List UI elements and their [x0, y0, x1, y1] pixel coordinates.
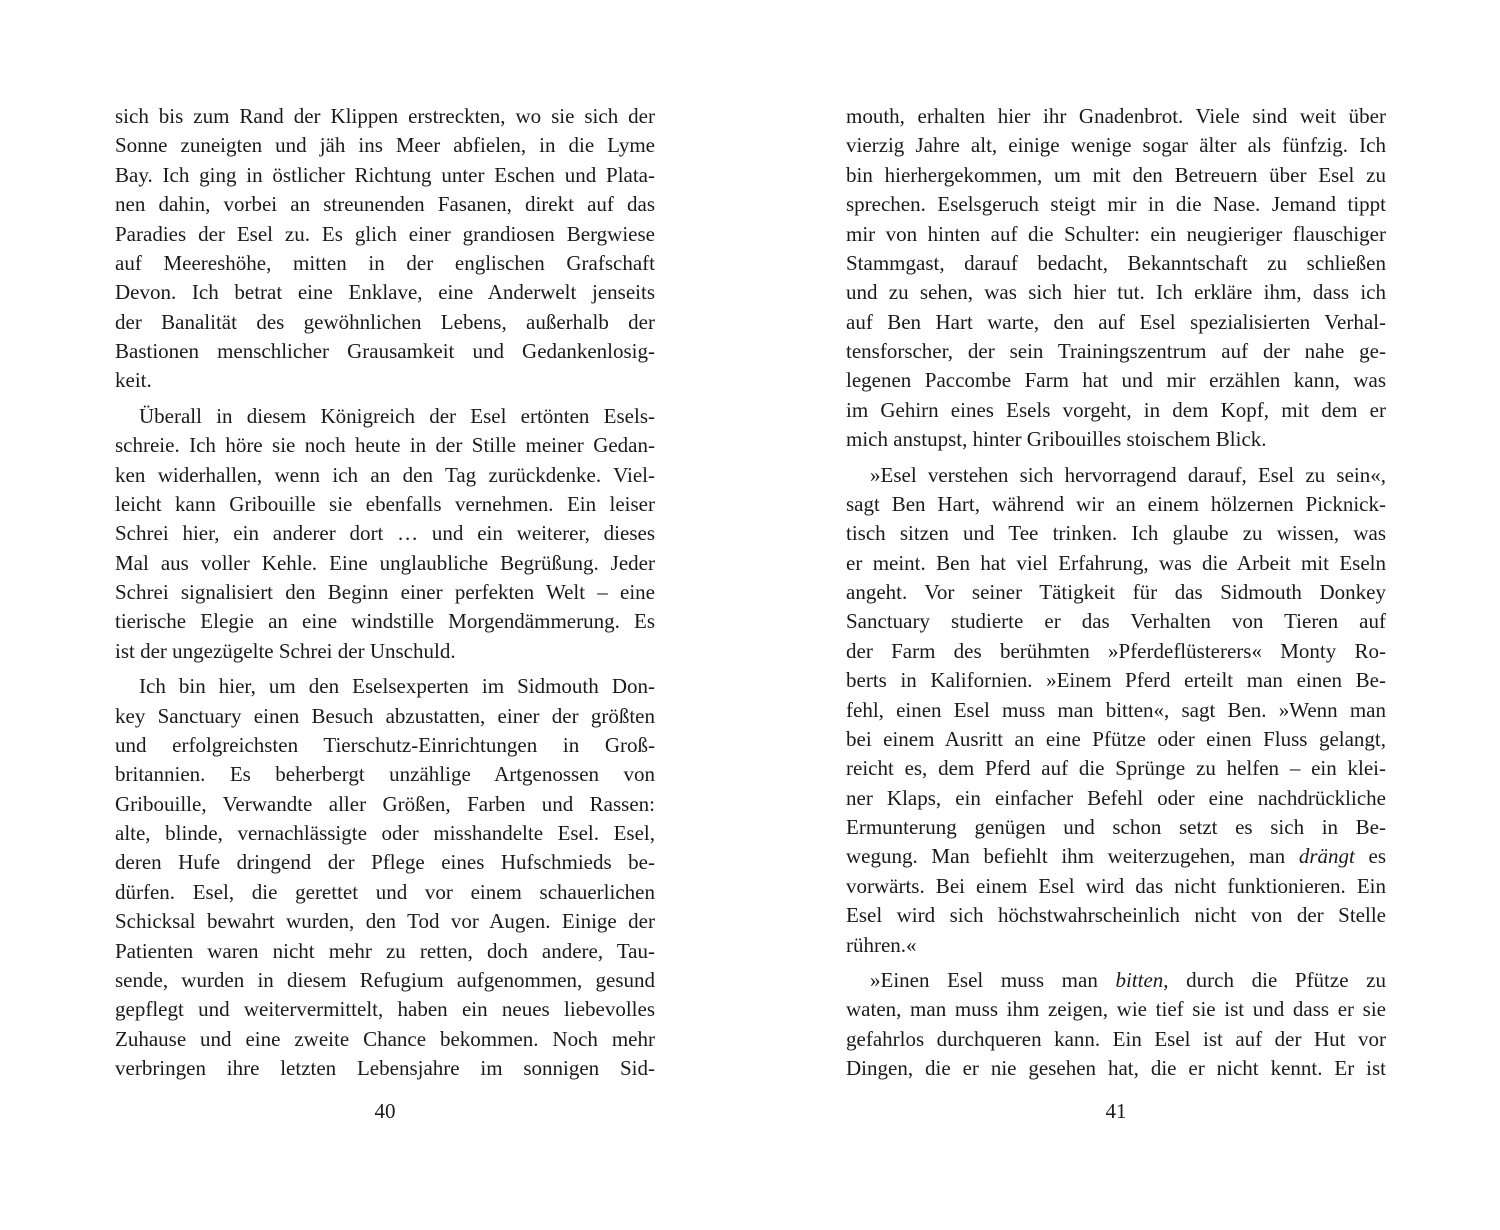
text-segment: , durch die Pfütze zu [1163, 967, 1386, 992]
paragraph [115, 672, 655, 1083]
text-line: Esel wird sich höchstwahrscheinlich nicht von der Stelle [846, 903, 1386, 928]
text-line: ken widerhallen, wenn ich an den Tag zurückdenke. Viel- [115, 462, 655, 487]
text-line: Sonne zuneigten und jäh ins Meer abfielen, in die Lyme [115, 133, 655, 158]
text-line: ist der ungezügelte Schrei der Unschuld. [115, 638, 456, 663]
text-line: waten, man muss ihm zeigen, wie tief sie ist und dass er sie [846, 997, 1386, 1022]
text-line: sagt Ben Hart, während wir an einem hölzernen Picknick- [846, 491, 1386, 516]
text-line: sprechen. Eselsgeruch steigt mir in die Nase. Jemand tippt [846, 192, 1386, 217]
text-line: Zuhause und eine zweite Chance bekommen. Noch mehr [115, 1026, 655, 1051]
page-number: 40 [374, 1099, 396, 1123]
text-line: bei einem Ausritt an eine Pfütze oder einen Fluss gelangt, [846, 726, 1386, 751]
text-line: vierzig Jahre alt, einige wenige sogar älter als fünfzig. Ich [846, 133, 1386, 158]
text-line: fehl, einen Esel muss man bitten«, sagt Ben. »Wenn man [846, 697, 1386, 722]
text-line: und zu sehen, was sich hier tut. Ich erkläre ihm, dass ich [846, 280, 1386, 305]
text-line: der Banalität des gewöhnlichen Lebens, außerhalb der [115, 309, 655, 334]
text-line: »Esel verstehen sich hervorragend darauf, Esel zu sein«, [870, 462, 1386, 487]
text-line: der Farm des berühmten »Pferdeflüsterers« Monty Ro- [846, 638, 1386, 663]
text-line: tensforscher, der sein Trainingszentrum auf der nahe ge- [846, 339, 1386, 363]
text-line: Schicksal bewahrt wurden, den Tod vor Augen. Einige der [115, 909, 655, 934]
page-text [846, 102, 1386, 1083]
text-line: gepflegt und weitervermittelt, haben ein neues liebevolles [115, 997, 655, 1022]
text-line: britannien. Es beherbergt unzählige Artgenossen von [115, 762, 655, 787]
text-line: bin hierhergekommen, um mit den Betreuern über Esel zu [846, 162, 1386, 187]
text-line [846, 966, 1386, 995]
text-line: rühren.« [846, 932, 917, 957]
text-line: sich bis zum Rand der Klippen erstreckten, wo sie sich der [115, 104, 655, 128]
emphasized-text: drängt [1298, 844, 1355, 869]
text-line: legenen Paccombe Farm hat und mir erzählen kann, was [846, 368, 1386, 393]
text-line: tisch sitzen und Tee trinken. Ich glaube zu wissen, was [846, 521, 1386, 546]
text-line: dürfen. Esel, die gerettet und vor einem schauerlichen [115, 879, 655, 904]
text-line: Stammgast, darauf bedacht, Bekanntschaft zu schließen [846, 250, 1386, 275]
text-line: leicht kann Gribouille sie ebenfalls vernehmen. Ein leiser [115, 491, 655, 516]
text-line: Bastionen menschlicher Grausamkeit und Gedankenlosig- [115, 339, 655, 363]
text-line: ner Klaps, ein einfacher Befehl oder eine nachdrückliche [846, 785, 1386, 810]
text-line: angeht. Vor seiner Tätigkeit für das Sidmouth Donkey [846, 580, 1386, 604]
text-line: gefahrlos durchqueren kann. Ein Esel ist auf der Hut vor [846, 1026, 1386, 1051]
text-line: mir von hinten auf die Schulter: ein neugieriger flauschiger [846, 221, 1386, 246]
text-line: keit. [115, 368, 152, 393]
text-line: Dingen, die er nie gesehen hat, die er nicht kennt. Er ist [846, 1056, 1386, 1080]
text-line: Bay. Ich ging in östlicher Richtung unter Eschen und Plata- [115, 162, 655, 187]
emphasized-text: bitten [1115, 967, 1164, 992]
paragraph [115, 402, 655, 666]
page-number: 41 [1105, 1099, 1127, 1123]
text-line: sende, wurden in diesem Refugium aufgenommen, gesund [115, 967, 655, 992]
text-line: reicht es, dem Pferd auf die Sprünge zu helfen – ein klei- [846, 756, 1386, 781]
paragraph [115, 102, 655, 396]
text-line: Überall in diesem Königreich der Esel ertönten Esels- [139, 403, 655, 428]
text-line: mouth, erhalten hier ihr Gnadenbrot. Viele sind weit über [846, 104, 1386, 128]
text-line: berts in Kalifornien. »Einem Pferd erteilt man einen Be- [846, 668, 1386, 693]
text-line: schreie. Ich höre sie noch heute in der Stille meiner Gedan- [115, 433, 655, 458]
text-line: Mal aus voller Kehle. Eine unglaubliche Begrüßung. Jeder [115, 550, 655, 575]
text-segment: »Einen Esel muss man [870, 967, 1116, 992]
text-line: und erfolgreichsten Tierschutz-Einrichtungen in Groß- [115, 732, 655, 757]
text-line: im Gehirn eines Esels vorgeht, in dem Kopf, mit dem er [846, 397, 1386, 422]
text-line: tierische Elegie an eine windstille Morgendämmerung. Es [115, 609, 655, 634]
text-line: Ich bin hier, um den Eselsexperten im Sidmouth Don- [139, 674, 655, 699]
text-line [846, 842, 1386, 871]
text-line: mich anstupst, hinter Gribouilles stoischem Blick. [846, 427, 1267, 452]
paragraph [846, 966, 1386, 1084]
text-line: Schrei hier, ein anderer dort … und ein weiterer, dieses [115, 521, 655, 546]
paragraph [846, 102, 1386, 455]
text-line: Gribouille, Verwandte aller Größen, Farben und Rassen: [115, 791, 655, 816]
text-line: vorwärts. Bei einem Esel wird das nicht funktionieren. Ein [846, 873, 1386, 898]
text-line: auf Meereshöhe, mitten in der englischen Grafschaft [115, 250, 655, 275]
text-line: alte, blinde, vernachlässigte oder misshandelte Esel. Esel, [115, 821, 655, 845]
text-line: er meint. Ben hat viel Erfahrung, was die Arbeit mit Eseln [846, 550, 1386, 575]
text-line: Ermunterung genügen und schon setzt es sich in Be- [846, 815, 1386, 839]
text-line: key Sanctuary einen Besuch abzustatten, einer der größten [115, 703, 655, 728]
text-line: deren Hufe dringend der Pflege eines Hufschmieds be- [115, 850, 655, 875]
paragraph [846, 461, 1386, 960]
page-right [750, 0, 1500, 1230]
page-text [115, 102, 655, 1083]
text-segment: es [1354, 844, 1386, 869]
text-line: Schrei signalisiert den Beginn einer perfekten Welt – eine [115, 580, 655, 604]
text-line: Patienten waren nicht mehr zu retten, doch andere, Tau- [115, 938, 655, 963]
text-line: Paradies der Esel zu. Es glich einer grandiosen Bergwiese [115, 221, 655, 246]
text-line: nen dahin, vorbei an streunenden Fasanen, direkt auf das [115, 192, 655, 217]
text-line: Sanctuary studierte er das Verhalten von Tieren auf [846, 609, 1386, 634]
text-line: Devon. Ich betrat eine Enklave, eine Anderwelt jenseits [115, 280, 655, 305]
text-segment: wegung. Man befiehlt ihm weiterzugehen, man [846, 844, 1299, 869]
text-line: verbringen ihre letzten Lebensjahre im sonnigen Sid- [115, 1056, 655, 1080]
text-line: auf Ben Hart warte, den auf Esel spezialisierten Verhal- [846, 309, 1386, 334]
